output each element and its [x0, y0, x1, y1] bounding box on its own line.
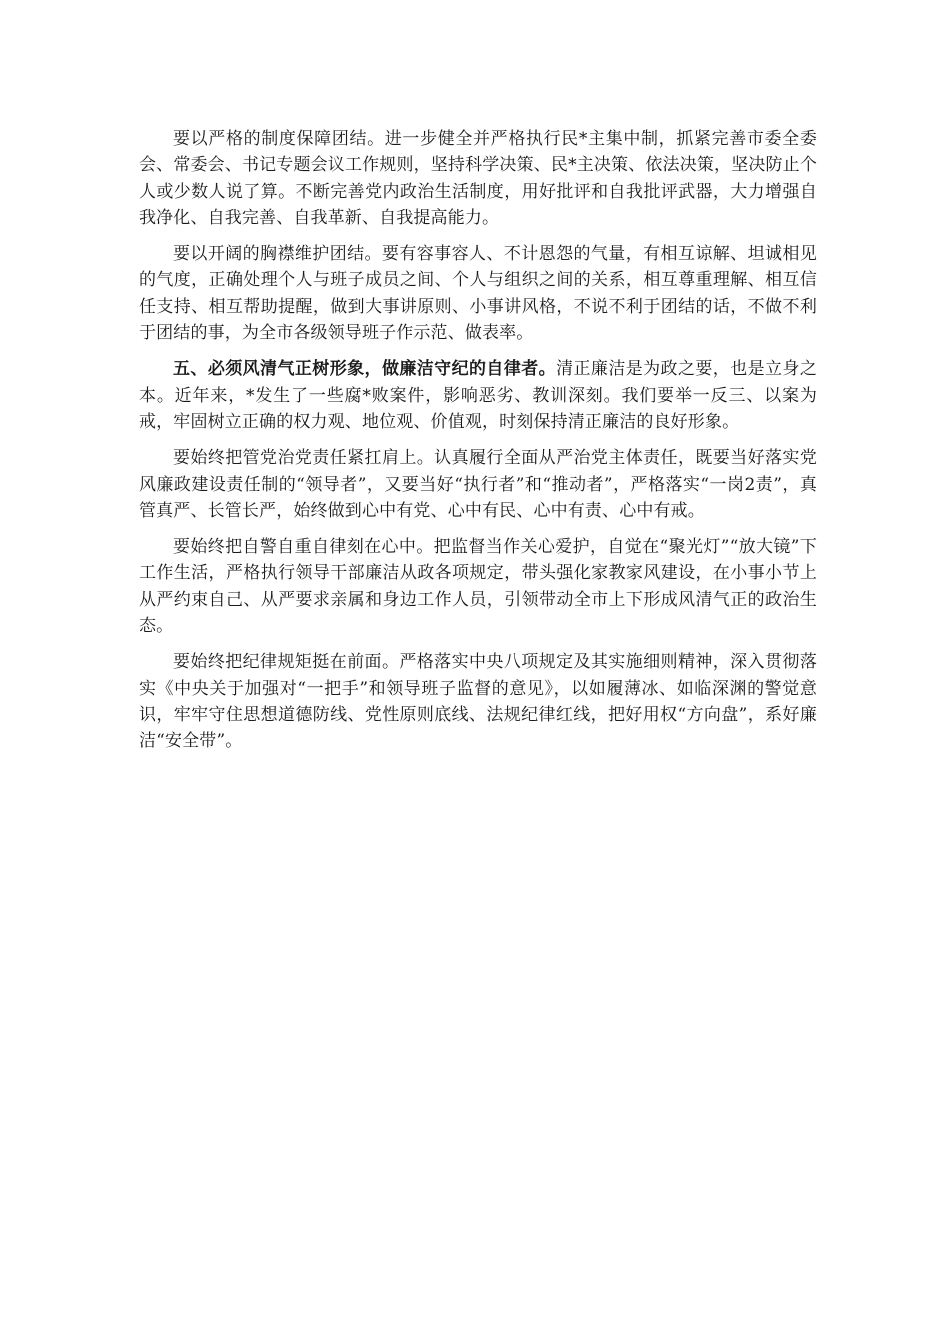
section-five-paragraph — [139, 356, 817, 435]
paragraph-6-text: 要始终把纪律规矩挺在前面。严格落实中央八项规定及其实施细则精神，深入贯彻落实《中央关于加强对“一把手”和领导班子监督的意见》，以如履薄冰、如临深渊的警觉意识，牢牢守住思想道德防线、党性原则底线、法规纪律红线，把好用权“方向盘”，系好廉洁“安全带”。 — [139, 652, 817, 752]
paragraph-2 — [139, 241, 817, 346]
paragraph-5-text: 要始终把自警自重自律刻在心中。把监督当作关心爱护，自觉在“聚光灯”“放大镜”下工作生活，严格执行领导干部廉洁从政各项规定，带头强化家教家风建设，在小事小节上从严约束自己、从严要求亲属和身边工作人员，引领带动全市上下形成风清气正的政治生态。 — [139, 537, 817, 637]
paragraph-5 — [139, 534, 817, 639]
paragraph-2-text: 要以开阔的胸襟维护团结。要有容事容人、不计恩怨的气量，有相互谅解、坦诚相见的气度，正确处理个人与班子成员之间、个人与组织之间的关系，相互尊重理解、相互信任支持、相互帮助提醒，做到大事讲原则、小事讲风格，不说不利于团结的话，不做不利于团结的事，为全市各级领导班子作示范、做表率。 — [139, 244, 817, 344]
paragraph-4-text: 要始终把管党治党责任紧扛肩上。认真履行全面从严治党主体责任，既要当好落实党风廉政建设责任制的“领导者”，又要当好“执行者”和“推动者”，严格落实“一岗2责”，真管真严、长管长严，始终做到心中有党、心中有民、心中有责、心中有戒。 — [139, 448, 817, 521]
section-five-heading: 五、必须风清气正树形象，做廉洁守纪的自律者。 — [173, 359, 557, 380]
paragraph-1 — [139, 126, 817, 231]
paragraph-6 — [139, 649, 817, 754]
section-five-text: 清正廉洁是为政之要，也是立身之本。近年来，*发生了一些腐*败案件，影响恶劣、教训深刻。我们要举一反三、以案为戒，牢固树立正确的权力观、地位观、价值观，时刻保持清正廉洁的良好形象。 — [139, 359, 817, 432]
paragraph-1-text: 要以严格的制度保障团结。进一步健全并严格执行民*主集中制，抓紧完善市委全委会、常委会、书记专题会议工作规则，坚持科学决策、民*主决策、依法决策，坚决防止个人或少数人说了算。不断完善党内政治生活制度，用好批评和自我批评武器，大力增强自我净化、自我完善、自我革新、自我提高能力。 — [139, 129, 817, 228]
paragraph-4 — [139, 445, 817, 524]
document-body — [139, 126, 817, 755]
